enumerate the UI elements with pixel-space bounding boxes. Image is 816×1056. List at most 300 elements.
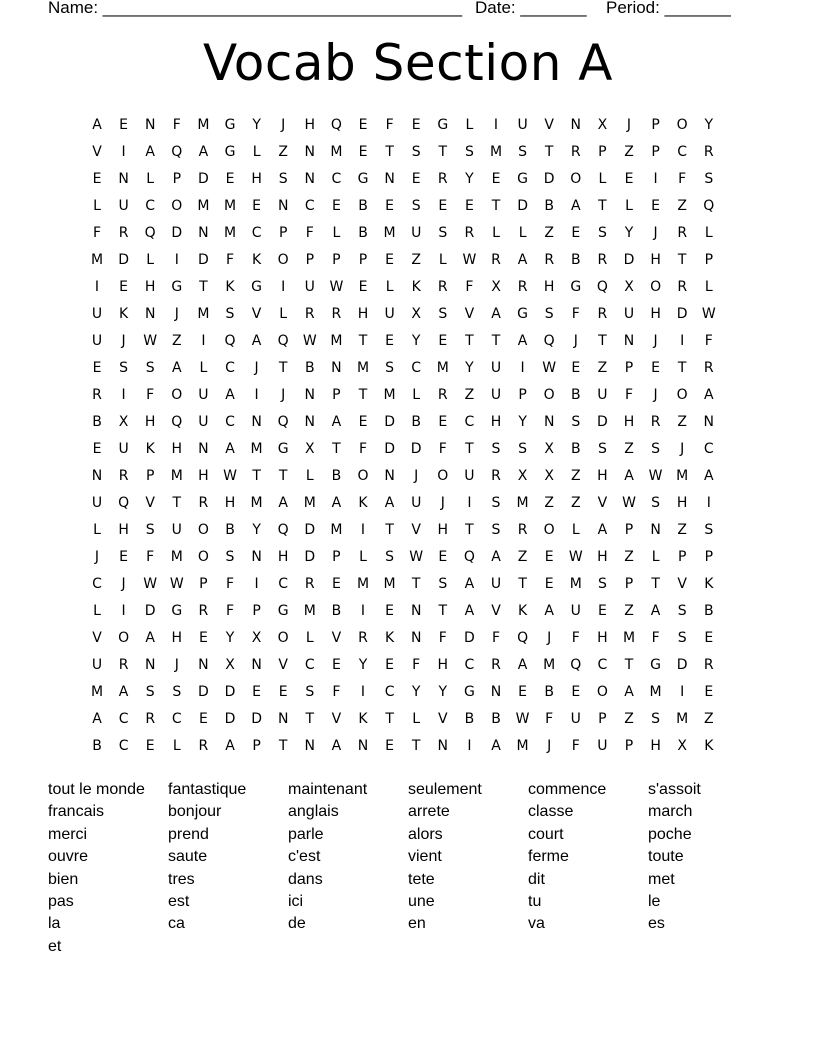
grid-letter: V	[491, 603, 501, 619]
grid-letter: E	[119, 279, 129, 295]
word-bank-item: bonjour	[168, 803, 222, 821]
grid-letter: M	[303, 495, 316, 511]
grid-letter: U	[411, 225, 422, 241]
grid-letter: N	[623, 333, 635, 349]
grid-letter: N	[331, 360, 342, 376]
grid-letter: D	[224, 684, 236, 700]
grid-letter: D	[304, 549, 316, 565]
grid-letter: M	[569, 576, 582, 592]
grid-letter: F	[225, 252, 235, 268]
grid-letter: Q	[144, 225, 156, 241]
grid-letter: B	[225, 522, 235, 538]
grid-letter: F	[412, 657, 421, 673]
grid-letter: P	[598, 144, 607, 160]
grid-letter: A	[491, 306, 501, 322]
grid-letter: G	[357, 171, 369, 187]
grid-letter: W	[223, 468, 237, 484]
grid-letter: D	[384, 441, 395, 457]
grid-letter: C	[703, 441, 714, 457]
grid-letter: H	[357, 306, 369, 322]
grid-letter: H	[650, 738, 661, 754]
grid-letter: I	[680, 684, 685, 700]
grid-letter: P	[598, 711, 607, 727]
grid-letter: M	[383, 225, 396, 241]
grid-letter: L	[332, 225, 341, 241]
grid-letter: C	[304, 657, 315, 673]
grid-letter: A	[92, 117, 102, 133]
grid-letter: T	[278, 468, 288, 484]
grid-letter: W	[302, 333, 317, 349]
grid-letter: L	[704, 279, 713, 295]
grid-letter: E	[438, 414, 448, 430]
grid-letter: T	[598, 333, 607, 349]
grid-letter: F	[545, 711, 554, 727]
grid-letter: V	[331, 711, 342, 727]
grid-letter: A	[624, 684, 634, 700]
grid-letter: U	[91, 657, 103, 673]
grid-letter: U	[91, 306, 103, 322]
grid-letter: E	[571, 360, 581, 376]
grid-letter: D	[464, 630, 475, 646]
grid-letter: E	[544, 549, 554, 565]
grid-letter: J	[281, 117, 286, 133]
grid-letter: U	[517, 117, 528, 133]
grid-letter: E	[225, 171, 235, 187]
grid-letter: L	[385, 279, 394, 295]
grid-letter: E	[119, 117, 129, 133]
grid-letter: S	[597, 576, 607, 592]
grid-letter: V	[411, 522, 421, 538]
grid-letter: T	[358, 333, 368, 349]
grid-letter: G	[171, 279, 183, 295]
grid-letter: E	[651, 198, 661, 214]
grid-letter: Y	[518, 414, 527, 430]
grid-letter: G	[224, 144, 236, 160]
grid-letter: J	[281, 387, 286, 403]
grid-letter: R	[677, 279, 688, 295]
grid-letter: R	[544, 252, 555, 268]
word-bank-item: la	[48, 915, 61, 933]
grid-letter: S	[677, 603, 687, 619]
word-bank-item: court	[528, 825, 564, 843]
grid-letter: H	[118, 522, 129, 538]
page-title: Vocab Section A	[202, 34, 614, 92]
word-bank-item: de	[288, 915, 306, 933]
grid-letter: R	[118, 225, 129, 241]
grid-letter: C	[384, 684, 395, 700]
grid-letter: Q	[118, 495, 130, 511]
grid-letter: C	[118, 738, 129, 754]
grid-letter: A	[491, 738, 501, 754]
grid-letter: G	[463, 684, 475, 700]
word-bank-item: tu	[528, 892, 542, 910]
grid-letter: H	[144, 414, 156, 430]
grid-letter: Q	[277, 522, 289, 538]
grid-letter: S	[411, 198, 421, 214]
grid-letter: R	[517, 522, 528, 538]
grid-letter: D	[251, 711, 262, 727]
grid-letter: J	[174, 306, 179, 322]
grid-letter: S	[385, 549, 395, 565]
grid-letter: B	[331, 468, 342, 484]
grid-letter: E	[278, 684, 288, 700]
grid-letter: A	[704, 387, 714, 403]
word-bank-item: le	[648, 892, 661, 910]
grid-letter: Q	[171, 414, 183, 430]
grid-letter: C	[304, 198, 315, 214]
grid-letter: N	[357, 738, 369, 754]
word-bank-item: est	[168, 892, 190, 910]
grid-letter: C	[225, 360, 235, 376]
grid-letter: E	[385, 252, 395, 268]
grid-letter: I	[653, 171, 658, 187]
grid-letter: J	[547, 738, 552, 754]
grid-letter: F	[678, 171, 687, 187]
grid-letter: Q	[463, 549, 475, 565]
grid-letter: D	[676, 657, 688, 673]
grid-letter: U	[304, 279, 315, 295]
word-bank-item: s'assoit	[648, 781, 701, 798]
grid-letter: E	[358, 117, 368, 133]
grid-letter: F	[571, 738, 580, 754]
grid-letter: W	[143, 576, 158, 592]
word-bank-item: toute	[648, 848, 684, 866]
grid-letter: F	[305, 225, 314, 241]
grid-letter: B	[464, 711, 475, 727]
grid-letter: B	[92, 738, 102, 754]
grid-letter: E	[119, 549, 129, 565]
grid-letter: A	[517, 252, 528, 268]
grid-letter: N	[570, 117, 582, 133]
grid-letter: S	[544, 306, 554, 322]
word-bank-item: es	[648, 915, 665, 933]
grid-letter: R	[677, 225, 688, 241]
grid-letter: W	[515, 711, 530, 727]
grid-letter: F	[571, 306, 580, 322]
grid-letter: N	[384, 468, 395, 484]
word-bank-item: fantastique	[168, 781, 247, 798]
grid-letter: I	[121, 603, 126, 619]
grid-letter: G	[517, 171, 529, 187]
grid-letter: P	[651, 117, 660, 133]
grid-letter: E	[92, 171, 102, 187]
grid-letter: F	[438, 441, 447, 457]
grid-letter: Y	[252, 117, 261, 133]
grid-letter: Q	[570, 657, 582, 673]
grid-letter: F	[438, 630, 447, 646]
grid-letter: X	[118, 414, 129, 430]
grid-letter: P	[252, 738, 261, 754]
grid-letter: H	[304, 117, 316, 133]
grid-letter: G	[171, 603, 183, 619]
grid-letter: L	[199, 360, 208, 376]
grid-letter: R	[198, 738, 209, 754]
grid-letter: M	[516, 495, 529, 511]
grid-letter: R	[118, 468, 129, 484]
grid-letter: Q	[171, 144, 183, 160]
grid-letter: B	[491, 711, 501, 727]
grid-letter: P	[677, 549, 687, 565]
grid-letter: A	[650, 603, 661, 619]
grid-letter: R	[491, 657, 501, 673]
grid-letter: M	[649, 684, 662, 700]
grid-letter: Y	[358, 657, 368, 673]
grid-letter: Z	[278, 144, 288, 160]
grid-letter: F	[465, 279, 474, 295]
grid-letter: Z	[677, 414, 687, 430]
grid-letter: A	[491, 549, 501, 565]
grid-letter: M	[197, 306, 210, 322]
grid-letter: I	[360, 684, 366, 700]
grid-letter: A	[517, 657, 528, 673]
grid-letter: I	[706, 495, 711, 511]
grid-letter: H	[490, 414, 502, 430]
grid-letter: U	[597, 738, 608, 754]
word-bank-item: bien	[48, 870, 79, 888]
grid-letter: Y	[465, 171, 474, 187]
grid-letter: I	[520, 360, 525, 376]
grid-letter: G	[650, 657, 662, 673]
grid-letter: A	[251, 333, 262, 349]
grid-letter: O	[650, 279, 662, 295]
grid-letter: E	[385, 198, 395, 214]
word-bank-item: ca	[168, 915, 185, 933]
grid-letter: V	[464, 306, 475, 322]
grid-letter: P	[332, 549, 341, 565]
grid-letter: B	[570, 441, 581, 457]
grid-letter: M	[383, 387, 396, 403]
grid-letter: P	[199, 576, 208, 592]
grid-letter: H	[650, 306, 661, 322]
grid-letter: B	[544, 198, 554, 214]
grid-letter: U	[623, 306, 635, 322]
grid-letter: D	[171, 225, 183, 241]
grid-letter: M	[543, 657, 556, 673]
word-bank-item: dit	[528, 870, 545, 888]
grid-letter: A	[331, 414, 342, 430]
word-bank-item: tout le monde	[48, 781, 145, 798]
grid-letter: E	[438, 549, 448, 565]
grid-letter: I	[360, 522, 366, 538]
grid-letter: B	[304, 360, 315, 376]
grid-letter: L	[146, 252, 155, 268]
grid-letter: J	[174, 657, 179, 673]
grid-letter: N	[277, 711, 289, 727]
grid-letter: F	[704, 333, 713, 349]
grid-letter: C	[331, 171, 342, 187]
grid-letter: R	[358, 630, 368, 646]
word-bank-item: maintenant	[288, 781, 368, 798]
grid-letter: U	[490, 387, 502, 403]
grid-letter: A	[704, 468, 714, 484]
grid-letter: K	[518, 603, 528, 619]
grid-letter: M	[223, 198, 237, 214]
word-bank-item: tete	[408, 870, 435, 888]
grid-letter: A	[172, 360, 182, 376]
grid-letter: G	[277, 603, 289, 619]
grid-letter: M	[676, 711, 689, 727]
grid-letter: P	[624, 576, 634, 592]
grid-letter: N	[198, 657, 209, 673]
grid-letter: Q	[224, 333, 236, 349]
grid-letter: S	[305, 684, 315, 700]
grid-letter: H	[623, 414, 635, 430]
grid-letter: R	[437, 387, 448, 403]
grid-letter: L	[412, 711, 421, 727]
grid-letter: L	[438, 252, 447, 268]
grid-letter: Y	[438, 684, 448, 700]
grid-letter: M	[383, 576, 396, 592]
grid-letter: D	[224, 711, 236, 727]
grid-letter: J	[547, 630, 552, 646]
grid-letter: G	[251, 279, 263, 295]
word-bank-item: seulement	[408, 781, 482, 798]
grid-letter: N	[251, 549, 262, 565]
grid-letter: T	[278, 360, 288, 376]
word-bank-item: en	[408, 915, 426, 933]
grid-letter: U	[570, 603, 581, 619]
grid-letter: T	[305, 711, 315, 727]
grid-letter: I	[680, 333, 685, 349]
grid-letter: R	[118, 657, 129, 673]
grid-letter: L	[412, 387, 421, 403]
grid-letter: H	[597, 630, 608, 646]
grid-letter: I	[174, 252, 179, 268]
grid-letter: E	[704, 630, 714, 646]
grid-letter: L	[93, 198, 101, 214]
grid-letter: Z	[411, 252, 421, 268]
grid-letter: G	[437, 117, 449, 133]
grid-letter: D	[384, 414, 395, 430]
grid-letter: T	[438, 144, 448, 160]
grid-letter: R	[597, 306, 608, 322]
grid-letter: I	[254, 387, 259, 403]
grid-letter: S	[464, 144, 474, 160]
grid-letter: S	[225, 306, 235, 322]
grid-letter: M	[330, 333, 343, 349]
grid-letter: E	[385, 657, 395, 673]
grid-letter: S	[438, 576, 448, 592]
grid-letter: C	[464, 657, 475, 673]
grid-letter: J	[254, 360, 259, 376]
grid-letter: T	[411, 576, 421, 592]
grid-letter: T	[651, 576, 660, 592]
grid-letter: X	[411, 306, 421, 322]
grid-letter: W	[701, 306, 716, 322]
grid-letter: R	[703, 144, 714, 160]
grid-letter: T	[199, 279, 208, 295]
grid-letter: S	[597, 225, 607, 241]
grid-letter: W	[622, 495, 636, 511]
grid-letter: T	[465, 333, 474, 349]
grid-letter: R	[331, 306, 342, 322]
grid-letter: F	[624, 387, 634, 403]
grid-letter: K	[358, 711, 368, 727]
grid-letter: H	[543, 279, 555, 295]
name-field: Name: ______________________________________	[48, 0, 463, 17]
word-bank-column	[648, 779, 766, 936]
grid-letter: I	[281, 279, 286, 295]
grid-letter: E	[411, 171, 421, 187]
grid-letter: M	[676, 468, 689, 484]
grid-letter: E	[358, 414, 368, 430]
grid-letter: E	[464, 198, 474, 214]
word-bank-item: et	[48, 937, 62, 955]
grid-letter: L	[465, 117, 474, 133]
grid-letter: S	[651, 711, 661, 727]
grid-letter: S	[491, 495, 501, 511]
grid-letter: U	[198, 414, 209, 430]
grid-letter: F	[146, 549, 155, 565]
grid-letter: E	[92, 360, 102, 376]
grid-letter: E	[438, 333, 448, 349]
grid-letter: C	[118, 711, 129, 727]
grid-letter: H	[224, 495, 236, 511]
grid-letter: O	[197, 549, 209, 565]
grid-letter: A	[145, 630, 155, 646]
word-bank-item: vient	[408, 848, 442, 866]
grid-letter: R	[304, 576, 315, 592]
grid-letter: L	[146, 171, 155, 187]
grid-letter: V	[438, 711, 448, 727]
grid-letter: V	[92, 144, 102, 160]
grid-letter: T	[278, 738, 288, 754]
grid-letter: O	[437, 468, 449, 484]
grid-letter: L	[651, 549, 660, 565]
grid-letter: T	[491, 333, 501, 349]
grid-letter: B	[570, 387, 581, 403]
grid-letter: W	[462, 252, 477, 268]
grid-letter: F	[491, 630, 501, 646]
grid-letter: E	[571, 225, 581, 241]
grid-letter: E	[92, 441, 102, 457]
word-bank-item: va	[528, 915, 545, 933]
grid-letter: S	[145, 360, 155, 376]
grid-letter: L	[518, 225, 527, 241]
grid-letter: L	[359, 549, 367, 565]
word-bank-item: prend	[168, 825, 209, 843]
grid-letter: H	[277, 549, 289, 565]
grid-letter: E	[544, 576, 554, 592]
grid-letter: N	[437, 738, 449, 754]
grid-letter: B	[358, 225, 368, 241]
word-bank-column	[528, 779, 646, 936]
grid-letter: A	[331, 738, 342, 754]
grid-letter: T	[385, 144, 394, 160]
grid-letter: S	[491, 441, 501, 457]
date-field: Date: _______	[475, 0, 587, 17]
grid-letter: L	[625, 198, 633, 214]
grid-letter: N	[650, 522, 661, 538]
grid-letter: N	[304, 738, 316, 754]
grid-letter: C	[145, 198, 156, 214]
grid-letter: E	[491, 171, 501, 187]
grid-letter: R	[597, 252, 608, 268]
grid-letter: L	[492, 225, 500, 241]
grid-letter: Y	[411, 333, 421, 349]
grid-letter: N	[490, 684, 502, 700]
word-bank-item: pas	[48, 892, 74, 910]
grid-letter: A	[464, 603, 475, 619]
grid-letter: T	[385, 522, 394, 538]
grid-letter: S	[651, 441, 661, 457]
grid-letter: D	[144, 603, 156, 619]
grid-letter: O	[171, 387, 183, 403]
grid-letter: K	[252, 252, 262, 268]
grid-letter: R	[198, 495, 209, 511]
grid-letter: M	[170, 549, 183, 565]
grid-letter: O	[676, 387, 688, 403]
